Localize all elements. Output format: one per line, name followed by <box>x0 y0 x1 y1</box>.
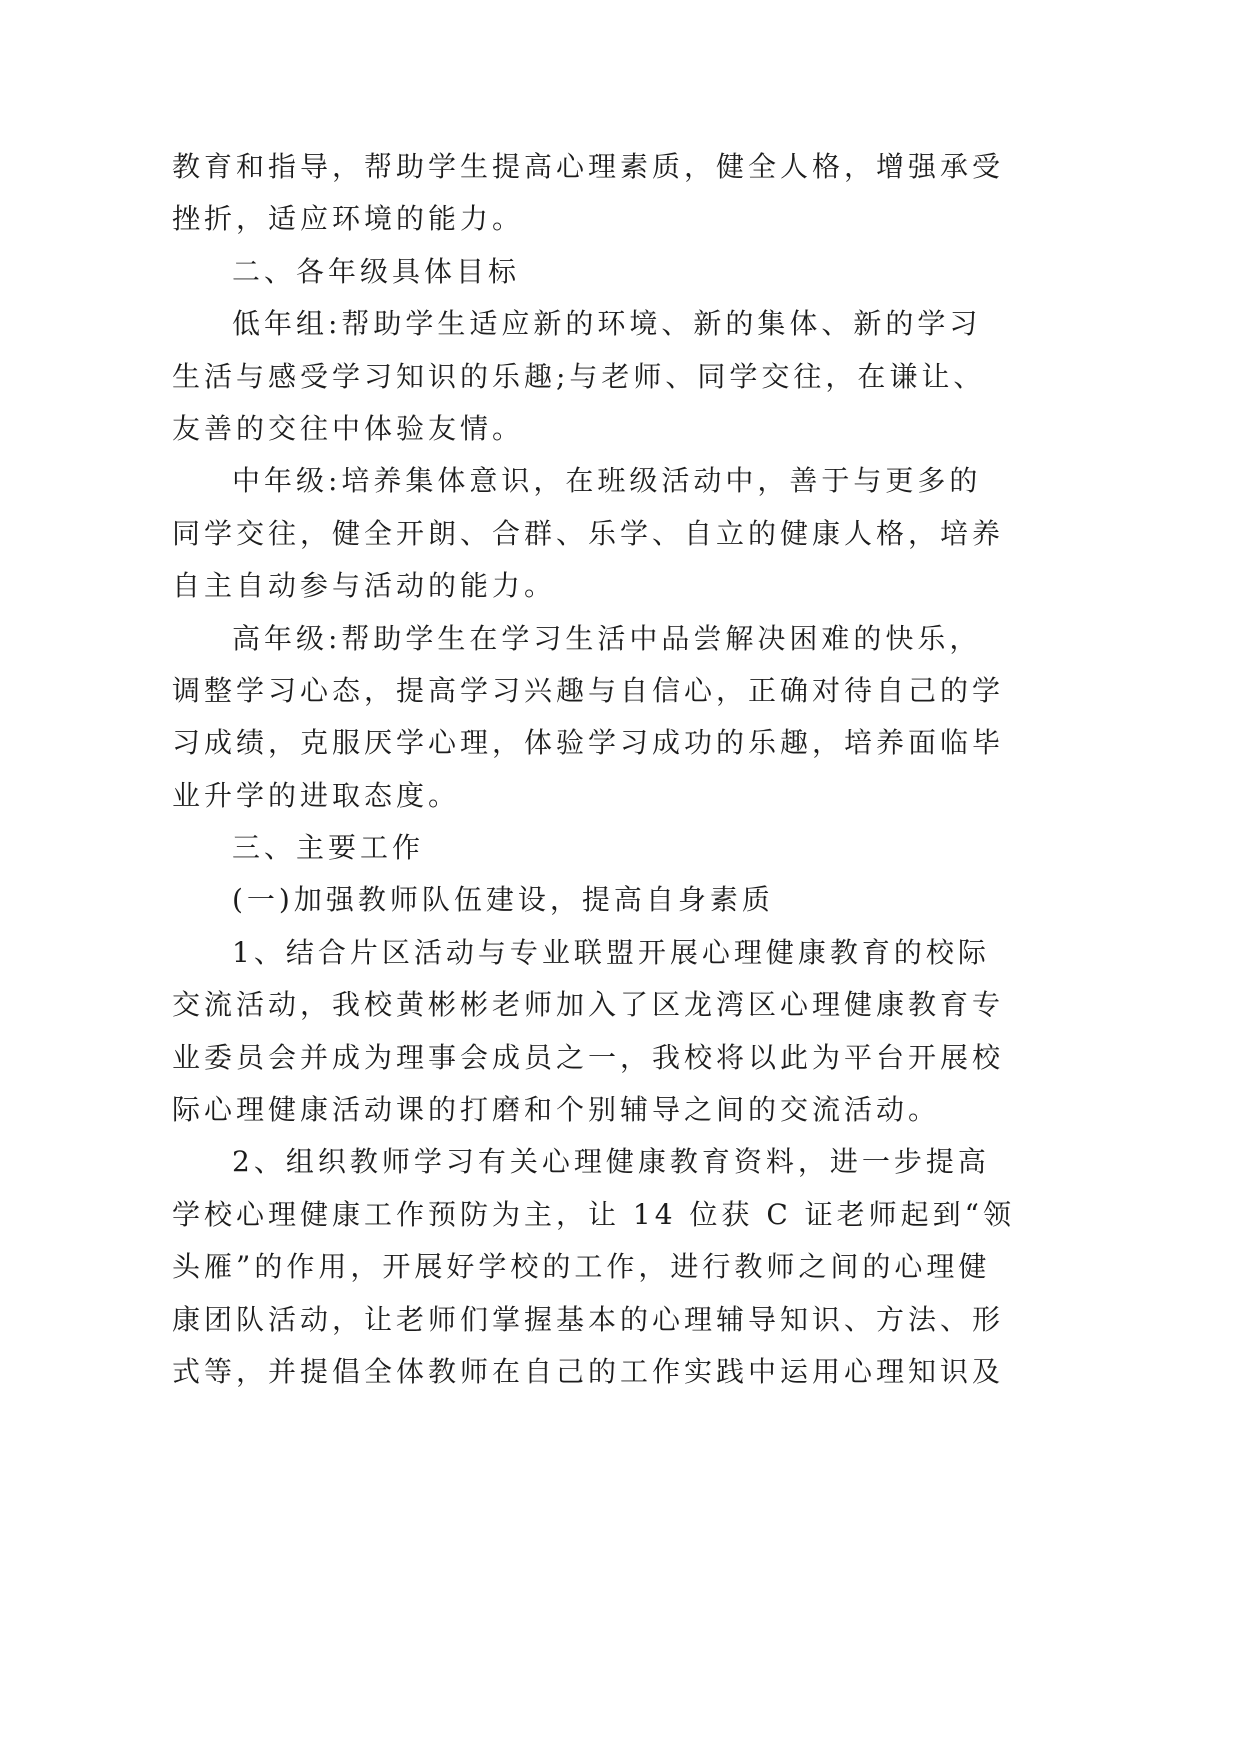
text-line: 头雁”的作用，开展好学校的工作，进行教师之间的心理健 <box>172 1250 991 1284</box>
paragraph-upper-grade <box>172 613 1072 823</box>
text-line: 中年级:培养集体意识，在班级活动中，善于与更多的 <box>232 464 982 498</box>
text-line: 调整学习心态，提高学习兴趣与自信心，正确对待自己的学 <box>172 673 1005 707</box>
text-line: 生活与感受学习知识的乐趣;与老师、同学交往，在谦让、 <box>172 359 986 393</box>
section-heading-grade-goals <box>172 246 1072 298</box>
text-line: 教育和指导，帮助学生提高心理素质，健全人格，增强承受 <box>172 150 1005 183</box>
subsection-heading-teacher-team <box>172 874 1072 926</box>
text-line: 式等，并提倡全体教师在自己的工作实践中运用心理知识及 <box>172 1354 1005 1388</box>
list-item-2 <box>172 1136 1072 1398</box>
list-item-1 <box>172 927 1072 1137</box>
heading-text: (一)加强教师队伍建设，提高自身素质 <box>232 883 774 917</box>
text-line: 际心理健康活动课的打磨和个别辅导之间的交流活动。 <box>172 1093 941 1127</box>
section-heading-main-work <box>172 822 1072 874</box>
text-line: 1、结合片区活动与专业联盟开展心理健康教育的校际 <box>232 935 990 969</box>
text-line: 友善的交往中体验友情。 <box>172 411 525 445</box>
text-line: 学校心理健康工作预防为主，让 14 位获 C 证老师起到“领 <box>172 1197 1015 1231</box>
paragraph-middle-grade <box>172 455 1072 612</box>
heading-text: 三、主要工作 <box>232 831 425 865</box>
paragraph-continuation <box>172 141 1072 246</box>
text-line: 挫折，适应环境的能力。 <box>172 202 525 236</box>
heading-text: 二、各年级具体目标 <box>232 254 521 288</box>
document-body <box>172 141 1072 1398</box>
text-line: 自主自动参与活动的能力。 <box>172 569 557 603</box>
text-line: 习成绩，克服厌学心理，体验学习成功的乐趣，培养面临毕 <box>172 726 1005 760</box>
text-line: 同学交往，健全开朗、合群、乐学、自立的健康人格，培养 <box>172 516 1005 550</box>
text-line: 业升学的进取态度。 <box>172 778 461 812</box>
text-line: 2、组织教师学习有关心理健康教育资料，进一步提高 <box>232 1145 990 1179</box>
paragraph-lower-grade <box>172 298 1072 455</box>
text-line: 低年组:帮助学生适应新的环境、新的集体、新的学习 <box>232 307 982 341</box>
text-line: 高年级:帮助学生在学习生活中品尝解决困难的快乐， <box>232 621 982 655</box>
text-line: 业委员会并成为理事会成员之一，我校将以此为平台开展校 <box>172 1040 1005 1074</box>
text-line: 康团队活动，让老师们掌握基本的心理辅导知识、方法、形 <box>172 1302 1005 1336</box>
text-line: 交流活动，我校黄彬彬老师加入了区龙湾区心理健康教育专 <box>172 988 1005 1022</box>
